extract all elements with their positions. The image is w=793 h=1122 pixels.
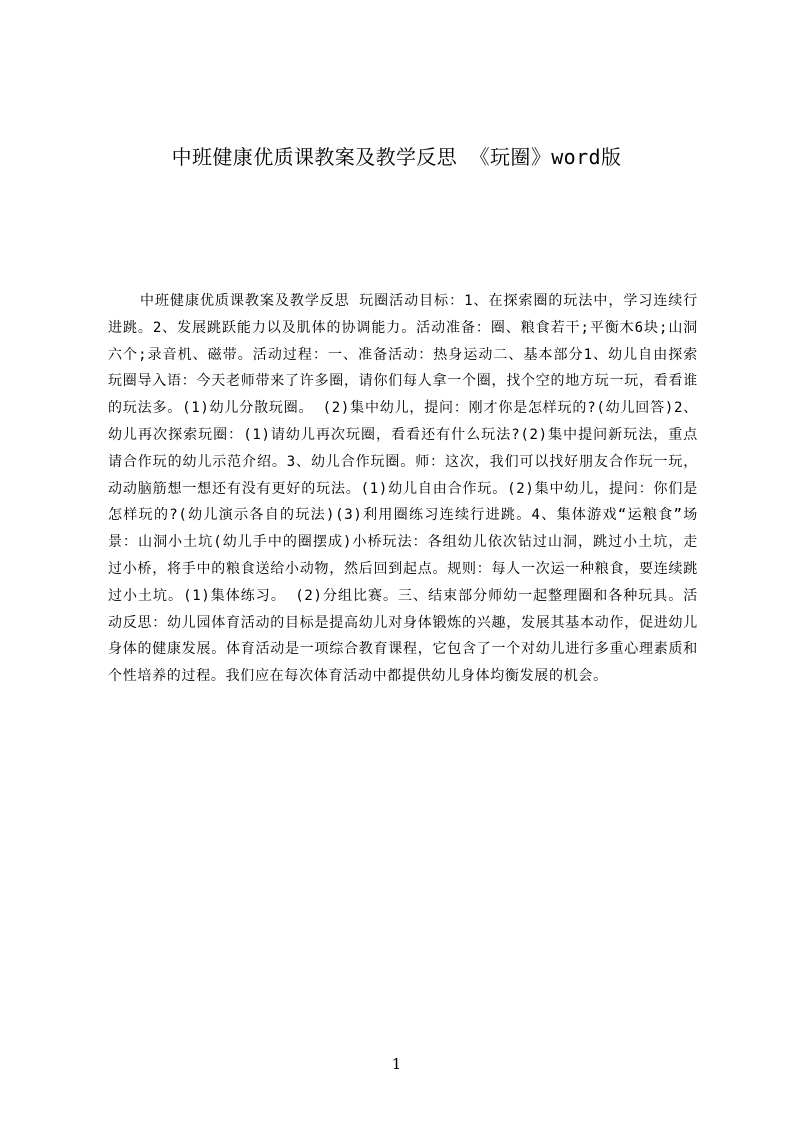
document-title: 中班健康优质课教案及教学反思 《玩圈》word版 — [171, 145, 622, 169]
page-number: 1 — [391, 1055, 402, 1073]
document-body-paragraph: 中班健康优质课教案及教学反思 玩圈活动目标：1、在探索圈的玩法中，学习连续行进跳。2、发展跳跃能力以及肌体的协调能力。活动准备：圈、粮食若干;平衡木6块;山洞六个;录音机、磁带。活动过程：一、准备活动：热身运动二、基本部分1、幼儿自由探索玩圈导入语：今天老师带来了许多圈，请你们每人拿一个圈，找个空的地方玩一玩，看看谁的玩法多。(1)幼儿分散玩圈。 (2)集中幼儿，提问：刚才你是怎样玩的?(幼儿回答)2、幼儿再次探索玩圈：(1)请幼儿再次玩圈，看看还有什么玩法?(2)集中提问新玩法，重点请合作玩的幼儿示范介绍。3、幼儿合作玩圈。师：这次，我们可以找好朋友合作玩一玩，动动脑筋想一想还有没有更好的玩法。(1)幼儿自由合作玩。(2)集中幼儿，提问：你们是怎样玩的?(幼儿演示各自的玩法)(3)利用圈练习连续行进跳。4、集体游戏“运粮食”场景：山洞小土坑(幼儿手中的圈摆成)小桥玩法：各组幼儿依次钻过山洞，跳过小土坑，走过小桥，将手中的粮食送给小动物，然后回到起点。规则：每人一次运一种粮食，要连续跳过小土坑。(1)集体练习。 (2)分组比赛。三、结束部分师幼一起整理圈和各种玩具。活动反思：幼儿园体育活动的目标是提高幼儿对身体锻炼的兴趣，发展其基本动作，促进幼儿身体的健康发展。体育活动是一项综合教育课程，它包含了一个对幼儿进行多重心理素质和个性培养的过程。我们应在每次体育活动中都提供幼儿身体均衡发展的机会。 — [108, 293, 698, 685]
